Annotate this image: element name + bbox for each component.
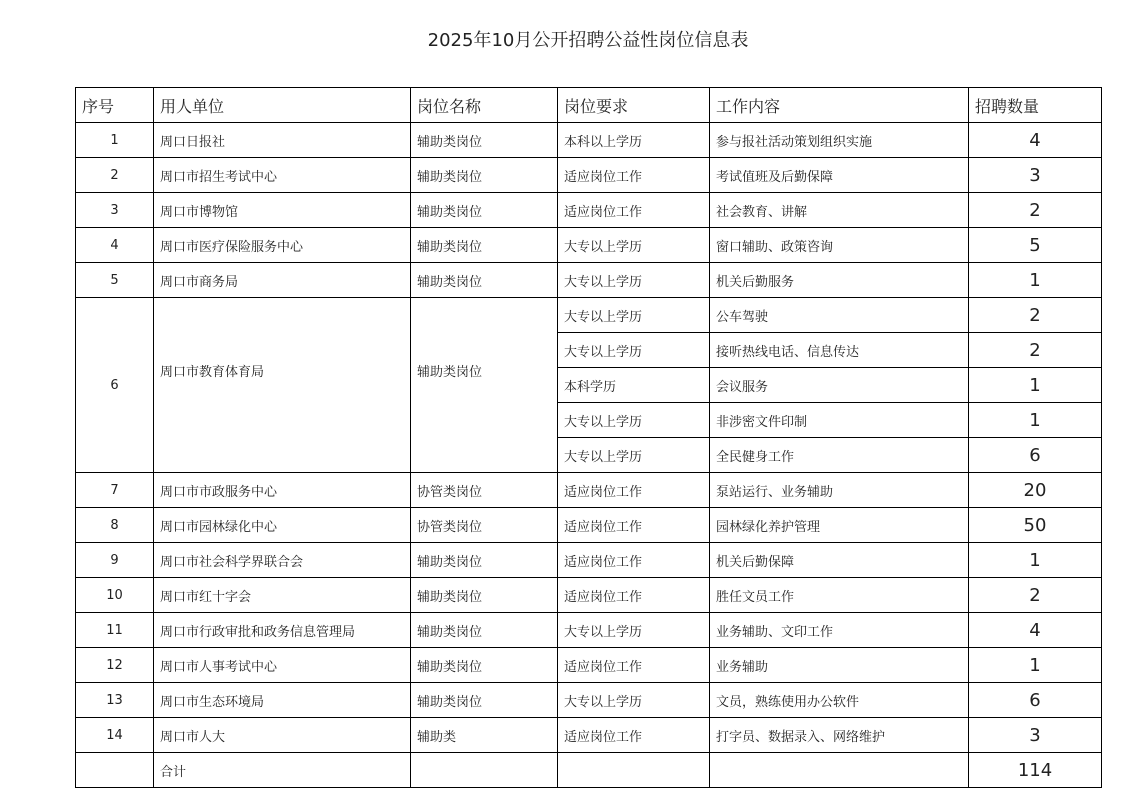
- row-count: 4: [969, 123, 1102, 158]
- row-unit: 周口市园林绿化中心: [154, 508, 411, 543]
- row-count: 2: [969, 333, 1102, 368]
- row-requirement: 大专以上学历: [558, 263, 710, 298]
- table-row: [76, 263, 1102, 298]
- row-content: 胜任文员工作: [710, 578, 969, 613]
- row-requirement: 大专以上学历: [558, 228, 710, 263]
- job-table: [75, 87, 1102, 788]
- row-unit: 周口市商务局: [154, 263, 411, 298]
- row-unit: 周口市招生考试中心: [154, 158, 411, 193]
- row-requirement: 大专以上学历: [558, 613, 710, 648]
- row-content: 业务辅助、文印工作: [710, 613, 969, 648]
- header-no: 序号: [76, 88, 154, 123]
- row-unit: 周口市人事考试中心: [154, 648, 411, 683]
- row-requirement: 大专以上学历: [558, 403, 710, 438]
- row-content: 接听热线电话、信息传达: [710, 333, 969, 368]
- row-unit: 周口日报社: [154, 123, 411, 158]
- table-row: [76, 123, 1102, 158]
- table-row: [76, 473, 1102, 508]
- row-position: 辅助类岗位: [411, 683, 558, 718]
- table-row: [76, 228, 1102, 263]
- row-count: 3: [969, 158, 1102, 193]
- header-requirement: 岗位要求: [558, 88, 710, 123]
- row-requirement: 适应岗位工作: [558, 718, 710, 753]
- row-content: 机关后勤服务: [710, 263, 969, 298]
- row-no: 3: [76, 193, 154, 228]
- row-no: 8: [76, 508, 154, 543]
- table-row: [76, 683, 1102, 718]
- row-content: 泵站运行、业务辅助: [710, 473, 969, 508]
- total-count: 114: [969, 753, 1102, 788]
- row-position: 辅助类岗位: [411, 263, 558, 298]
- table-row: [76, 543, 1102, 578]
- total-no-empty: [76, 753, 154, 788]
- row-no: 1: [76, 123, 154, 158]
- row-position: 协管类岗位: [411, 508, 558, 543]
- row-requirement: 大专以上学历: [558, 438, 710, 473]
- total-label: 合计: [154, 753, 411, 788]
- row-no: 14: [76, 718, 154, 753]
- row-count: 1: [969, 648, 1102, 683]
- row-requirement: 适应岗位工作: [558, 648, 710, 683]
- row-count: 20: [969, 473, 1102, 508]
- row-position: 辅助类岗位: [411, 648, 558, 683]
- row-requirement: 适应岗位工作: [558, 193, 710, 228]
- row-content: 园林绿化养护管理: [710, 508, 969, 543]
- row-requirement: 适应岗位工作: [558, 508, 710, 543]
- row-count: 2: [969, 298, 1102, 333]
- total-empty: [411, 753, 558, 788]
- row-count: 1: [969, 368, 1102, 403]
- row-unit: 周口市红十字会: [154, 578, 411, 613]
- row-content: 社会教育、讲解: [710, 193, 969, 228]
- row-count: 3: [969, 718, 1102, 753]
- row-position: 辅助类岗位: [411, 298, 558, 473]
- row-position: 辅助类岗位: [411, 123, 558, 158]
- row-position: 辅助类岗位: [411, 193, 558, 228]
- table-row: [76, 648, 1102, 683]
- row-requirement: 大专以上学历: [558, 683, 710, 718]
- table-row: [76, 298, 1102, 333]
- row-no: 4: [76, 228, 154, 263]
- header-count: 招聘数量: [969, 88, 1102, 123]
- row-requirement: 适应岗位工作: [558, 543, 710, 578]
- row-no: 7: [76, 473, 154, 508]
- row-count: 2: [969, 193, 1102, 228]
- total-empty: [710, 753, 969, 788]
- table-row: [76, 613, 1102, 648]
- row-count: 4: [969, 613, 1102, 648]
- row-requirement: 适应岗位工作: [558, 578, 710, 613]
- row-count: 1: [969, 403, 1102, 438]
- row-requirement: 大专以上学历: [558, 333, 710, 368]
- row-unit: 周口市医疗保险服务中心: [154, 228, 411, 263]
- row-requirement: 本科以上学历: [558, 123, 710, 158]
- table-row: [76, 718, 1102, 753]
- table-row: [76, 508, 1102, 543]
- row-unit: 周口市市政服务中心: [154, 473, 411, 508]
- table-row: [76, 158, 1102, 193]
- row-content: 考试值班及后勤保障: [710, 158, 969, 193]
- row-count: 6: [969, 438, 1102, 473]
- row-content: 文员，熟练使用办公软件: [710, 683, 969, 718]
- header-position: 岗位名称: [411, 88, 558, 123]
- row-position: 辅助类岗位: [411, 613, 558, 648]
- row-content: 公车驾驶: [710, 298, 969, 333]
- row-no: 12: [76, 648, 154, 683]
- row-content: 业务辅助: [710, 648, 969, 683]
- row-no: 9: [76, 543, 154, 578]
- row-position: 辅助类: [411, 718, 558, 753]
- row-no: 10: [76, 578, 154, 613]
- row-unit: 周口市社会科学界联合会: [154, 543, 411, 578]
- row-no: 11: [76, 613, 154, 648]
- table-row: [76, 578, 1102, 613]
- row-requirement: 本科学历: [558, 368, 710, 403]
- row-content: 会议服务: [710, 368, 969, 403]
- row-requirement: 适应岗位工作: [558, 158, 710, 193]
- row-content: 打字员、数据录入、网络维护: [710, 718, 969, 753]
- row-content: 非涉密文件印制: [710, 403, 969, 438]
- row-count: 1: [969, 543, 1102, 578]
- row-unit: 周口市生态环境局: [154, 683, 411, 718]
- row-unit: 周口市人大: [154, 718, 411, 753]
- row-count: 6: [969, 683, 1102, 718]
- row-content: 全民健身工作: [710, 438, 969, 473]
- row-requirement: 大专以上学历: [558, 298, 710, 333]
- row-count: 5: [969, 228, 1102, 263]
- page-title: 2025年10月公开招聘公益性岗位信息表: [427, 30, 749, 51]
- row-unit: 周口市博物馆: [154, 193, 411, 228]
- table-header-row: [76, 88, 1102, 123]
- header-unit: 用人单位: [154, 88, 411, 123]
- row-content: 参与报社活动策划组织实施: [710, 123, 969, 158]
- total-row: [76, 753, 1102, 788]
- row-position: 辅助类岗位: [411, 158, 558, 193]
- row-unit: 周口市教育体育局: [154, 298, 411, 473]
- row-no: 2: [76, 158, 154, 193]
- row-requirement: 适应岗位工作: [558, 473, 710, 508]
- table-row: [76, 193, 1102, 228]
- row-unit: 周口市行政审批和政务信息管理局: [154, 613, 411, 648]
- row-count: 50: [969, 508, 1102, 543]
- row-count: 2: [969, 578, 1102, 613]
- row-no: 6: [76, 298, 154, 473]
- row-no: 13: [76, 683, 154, 718]
- total-empty: [558, 753, 710, 788]
- row-position: 辅助类岗位: [411, 543, 558, 578]
- row-position: 协管类岗位: [411, 473, 558, 508]
- row-count: 1: [969, 263, 1102, 298]
- header-content: 工作内容: [710, 88, 969, 123]
- row-position: 辅助类岗位: [411, 578, 558, 613]
- row-content: 机关后勤保障: [710, 543, 969, 578]
- row-no: 5: [76, 263, 154, 298]
- row-content: 窗口辅助、政策咨询: [710, 228, 969, 263]
- row-position: 辅助类岗位: [411, 228, 558, 263]
